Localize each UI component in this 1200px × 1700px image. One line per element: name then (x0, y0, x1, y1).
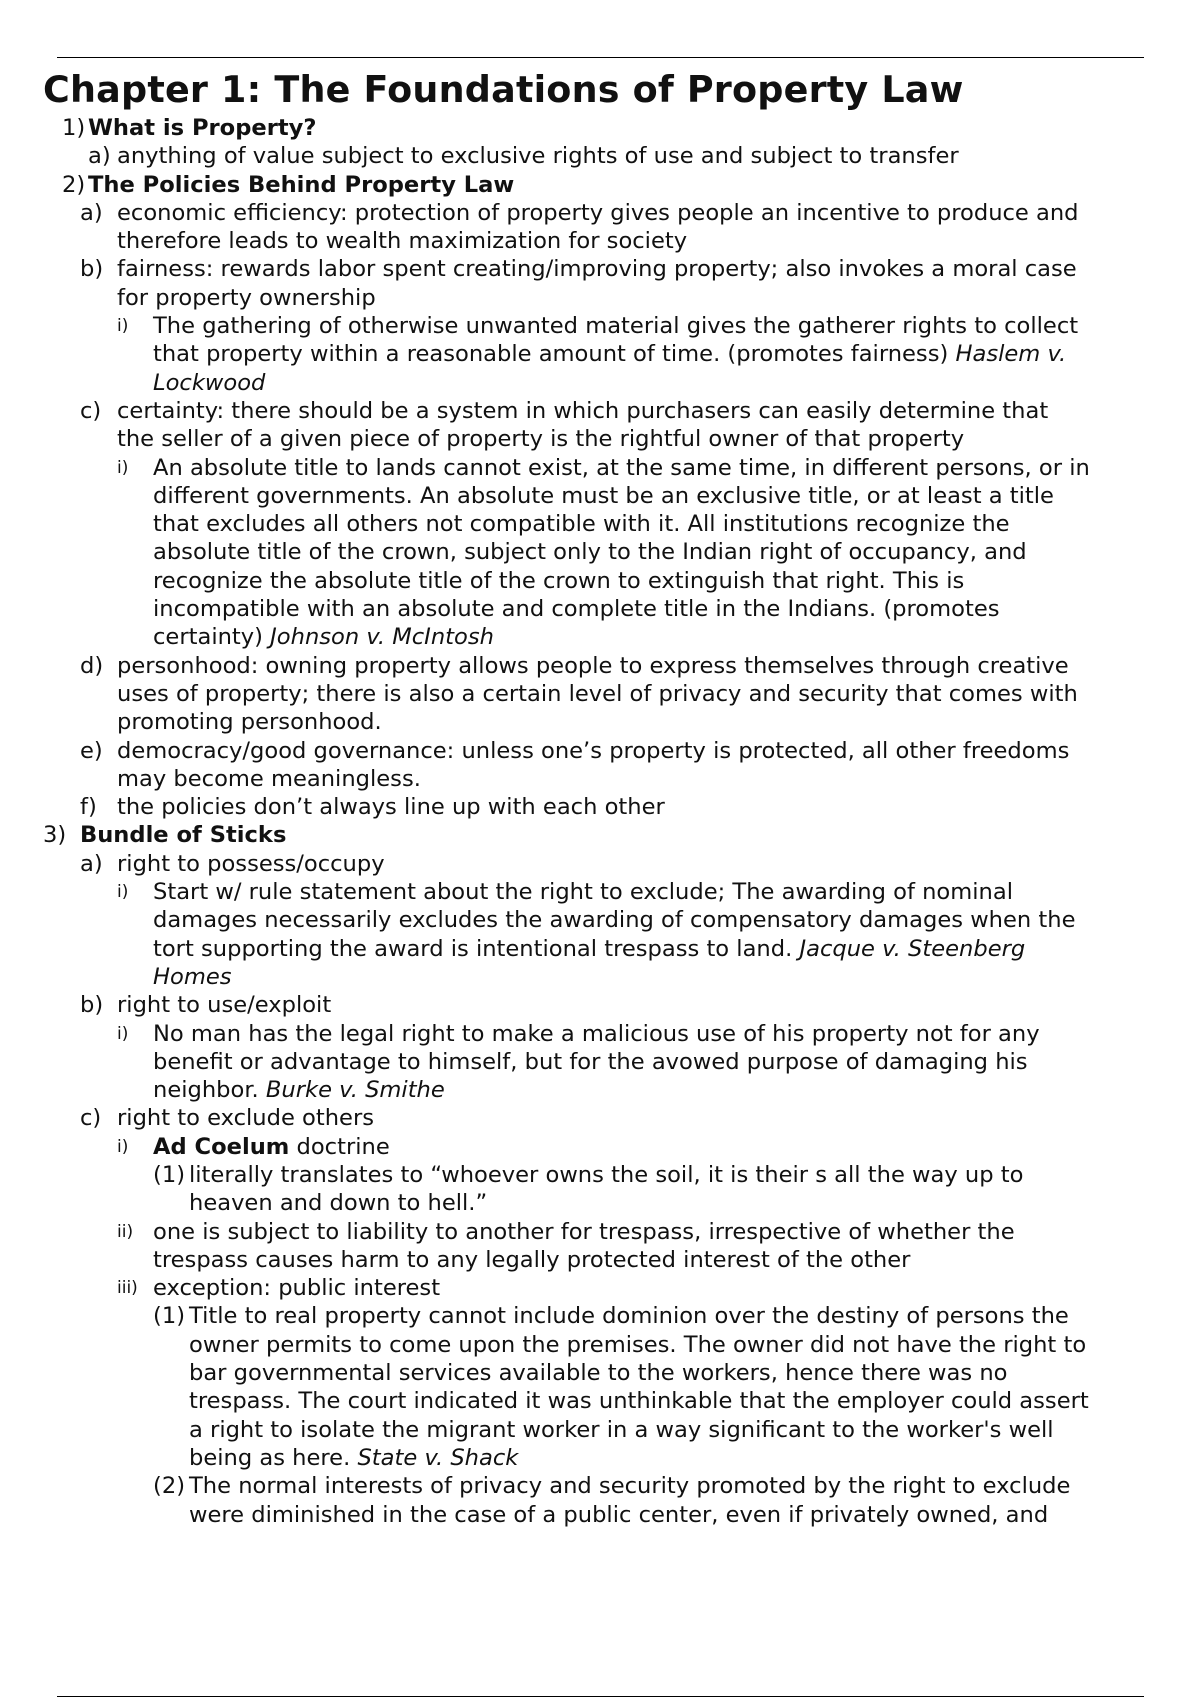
list-item: a) right to possess/occupy (80, 850, 385, 877)
list-marker: 2) (62, 171, 86, 198)
list-marker: 3) (43, 822, 67, 849)
list-item: i) An absolute title to lands cannot exist, at the same time, in different persons, or in (117, 454, 1090, 481)
list-item: f) the policies don’t always line up with each other (80, 794, 665, 821)
case-citation: Lockwood (153, 369, 266, 396)
case-citation: State v. Shack (357, 1444, 519, 1471)
section-title: The Policies Behind Property Law (88, 171, 515, 198)
list-item: a) economic efficiency: protection of property gives people an incentive to produce and (80, 199, 1079, 226)
case-citation: Haslem v. (955, 341, 1067, 368)
section-title: Bundle of Sticks (80, 822, 287, 849)
list-item: iii) exception: public interest (117, 1275, 441, 1302)
list-item: b) right to use/exploit (80, 992, 332, 1019)
list-item: i) Ad Coelum doctrine (117, 1133, 390, 1160)
case-citation: Burke v. Smithe (265, 1077, 445, 1104)
list-item: (1) Title to real property cannot include dominion over the destiny of persons the (153, 1303, 1069, 1330)
list-item: (2) The normal interests of privacy and security promoted by the right to exclude (153, 1473, 1071, 1500)
doctrine-name: Ad Coelum (153, 1133, 290, 1160)
list-item: i) The gathering of otherwise unwanted material gives the gatherer rights to collect (117, 313, 1079, 340)
list-item: i) Start w/ rule statement about the right to exclude; The awarding of nominal (117, 879, 1013, 906)
section-2-heading (0, 171, 1200, 199)
section-title: What is Property? (88, 115, 317, 141)
bottom-rule (57, 1696, 1144, 1697)
list-item: i) No man has the legal right to make a malicious use of his property not for any (117, 1020, 1040, 1047)
list-item: ii) one is subject to liability to another for trespass, irrespective of whether the (117, 1218, 1015, 1245)
document-body: 1) What is Property? a) anything of value subject to exclusive rights of use and subject to transfer 2) The Policies Behind Property Law a) economic efficiency: protection of property gives people an incentive to produce and therefore leads to wealth maximization for society b) fairness: rewards labor spent creating/improving property; also invokes a moral case for property ownership i) The gathering of otherwise unwanted material gives the gatherer rights to collect that property within a reasonable amount of time. (promotes fairness) Haslem v. Lockwood c) certainty: there should be a system in which purchasers can easily determine that the seller of a given piece of property is the rightful owner of that property i) An absolute title to lands cannot exist, at the same time, in different persons, or in different governments. An absolute must be an exclusive title, or at least a title that excludes all others not compatible with it. All institutions recognize the absolute title of the crown, subject only to the Indian right of occupancy, and recognize the absolute title of the crown to extinguish that right. This is incompatible with an absolute and complete title in the Indians. (promotes certainty) Johnson v. McIntosh d) personhood: owning property allows people to express themselves through creative uses of property; there is also a certain level of privacy and security that comes with promoting personhood. e) democracy/good governance: unless one’s property is protected, all other freedoms may become meaningless. f) the policies don’t always line up with each other 3) Bundle of Sticks a) right to possess/occupy i) Start w/ rule statement about the right to exclude; The awarding of nominal damages necessarily excludes the awarding of compensatory damages when the tort supporting the award is intentional trespass to land. Jacque v. Steenberg Homes b) right to use/exploit i) No man has the legal right to make a malicious use of his property not for any benefit or advantage to himself, but for the avowed purpose of damaging his neighbor. Burke v. Smithe c) right to exclude others i) Ad Coelum doctrine (1) literally translates to “whoever owns the soil, it is their s all the way up to heaven and down to hell.” ii) one is subject to liability to another for trespass, irrespective of whether the trespass causes harm to any legally protected interest of the other iii) exception: public interest (1) Title to real property cannot include dominion over the destiny of persons the owner permits to come upon the premises. The owner did not have the right to bar governmental services available to the workers, hence there was no trespass. The court indicated it was unthinkable that the employer could assert a right to isolate the migrant worker in a way significant to the worker's well being as here. State v. Shack (2) The normal interests of privacy and security promoted by the right to exclude were diminished in the case of a public center, even if privately owned, and (0, 114, 1200, 1529)
list-item: (1) literally translates to “whoever owns the soil, it is their s all the way up to (153, 1161, 1024, 1188)
case-citation: Johnson v. McIntosh (270, 624, 494, 651)
list-item: a) anything of value subject to exclusive rights of use and subject to transfer (88, 143, 959, 170)
list-marker: 1) (62, 115, 86, 141)
list-item: e) democracy/good governance: unless one’s property is protected, all other freedoms (80, 737, 1070, 764)
section-3-heading (0, 821, 1200, 849)
section-1-heading (0, 114, 1200, 142)
chapter-title: Chapter 1: The Foundations of Property Law (43, 68, 964, 111)
top-rule (57, 57, 1144, 58)
list-item: d) personhood: owning property allows people to express themselves through creative (80, 652, 1069, 679)
list-item: c) certainty: there should be a system in which purchasers can easily determine that (80, 397, 1049, 424)
case-citation: Jacque v. Steenberg (799, 935, 1026, 962)
list-item: c) right to exclude others (80, 1105, 375, 1132)
case-citation: Homes (153, 963, 232, 990)
list-item: b) fairness: rewards labor spent creating/improving property; also invokes a moral case (80, 256, 1077, 283)
